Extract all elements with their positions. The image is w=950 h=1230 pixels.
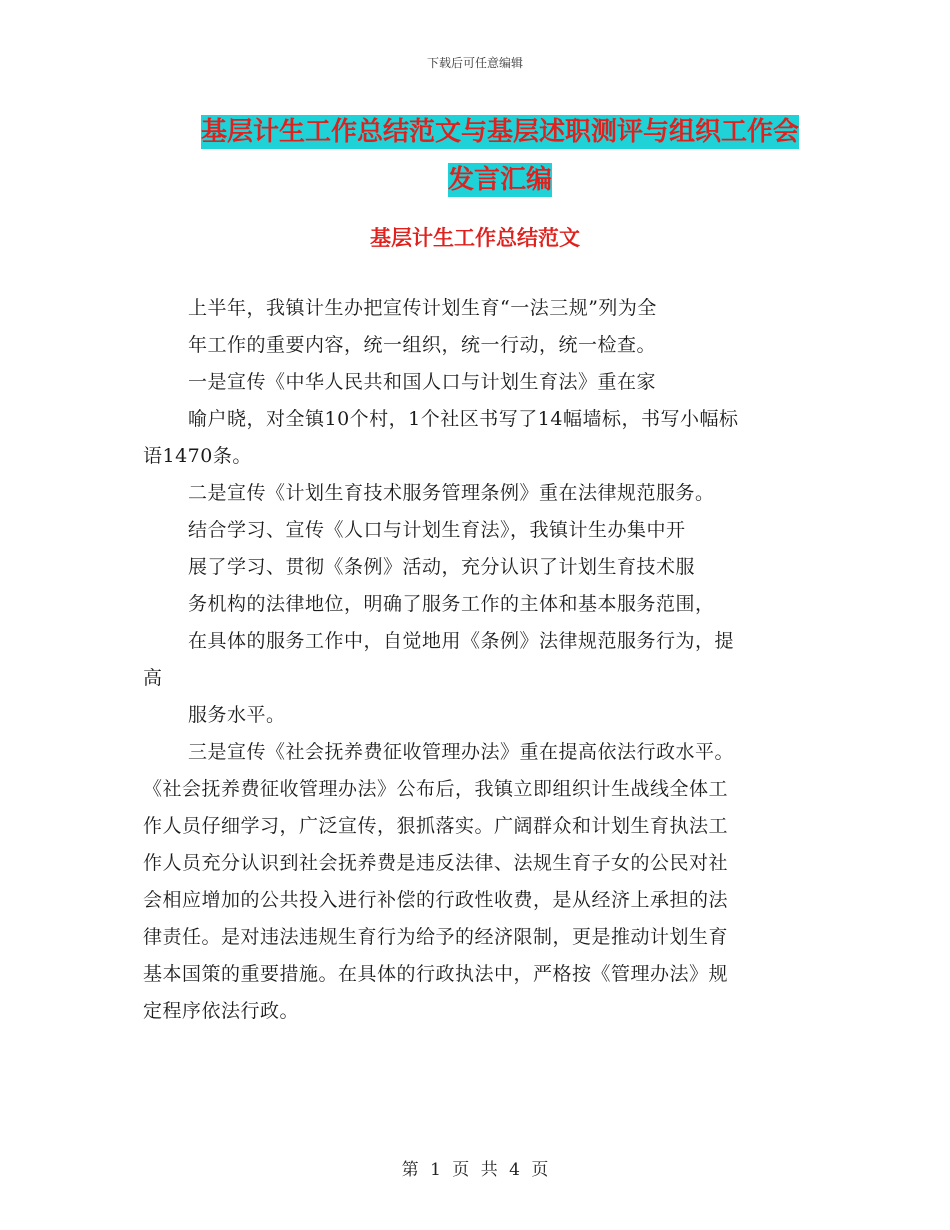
body-line: 结合学习、宣传《人口与计划生育法》，我镇计生办集中开 [188,519,686,541]
body-line: 喻户晓，对全镇10个村，1个社区书写了14幅墙标，书写小幅标 [188,408,739,430]
body-text [143,290,813,1030]
body-line: 三是宣传《社会抚养费征收管理办法》重在提高依法行政水平。 [188,741,735,763]
document-title-line-1: 基层计生工作总结范文与基层述职测评与组织工作会 [200,117,799,147]
body-line: 在具体的服务工作中，自觉地用《条例》法律规范服务行为，提 [188,630,735,652]
body-line: 二是宣传《计划生育技术服务管理条例》重在法律规范服务。 [188,482,715,504]
document-title-line-2: 发言汇编 [447,165,552,195]
body-line: 语1470条。 [143,445,252,467]
body-line: 高 [143,667,163,689]
body-line: 定程序依法行政。 [143,1000,300,1022]
body-line: 上半年，我镇计生办把宣传计划生育“一法三规”列为全 [188,297,657,319]
body-line: 会相应增加的公共投入进行补偿的行政性收费，是从经济上承担的法 [143,889,729,911]
header-note: 下载后可任意编辑 [426,56,523,70]
body-line: 律责任。是对违法违规生育行为给予的经济限制，更是推动计划生育 [143,926,729,948]
body-line: 基本国策的重要措施。在具体的行政执法中，严格按《管理办法》规 [143,963,729,985]
body-line: 《社会抚养费征收管理办法》公布后，我镇立即组织计生战线全体工 [143,778,729,800]
body-line: 展了学习、贯彻《条例》活动，充分认识了计划生育技术服 [188,556,696,578]
body-line: 作人员仔细学习，广泛宣传，狠抓落实。广阔群众和计划生育执法工 [143,815,729,837]
body-line: 作人员充分认识到社会抚养费是违反法律、法规生育子女的公民对社 [143,852,729,874]
document-title [120,108,880,204]
page-footer: 第 1 页 共 4 页 [401,1160,549,1180]
body-line: 服务水平。 [188,704,286,726]
body-line: 年工作的重要内容，统一组织，统一行动，统一检查。 [188,334,657,356]
body-line: 一是宣传《中华人民共和国人口与计划生育法》重在家 [188,371,657,393]
section-title: 基层计生工作总结范文 [370,226,580,250]
body-line: 务机构的法律地位，明确了服务工作的主体和基本服务范围， [188,593,715,615]
